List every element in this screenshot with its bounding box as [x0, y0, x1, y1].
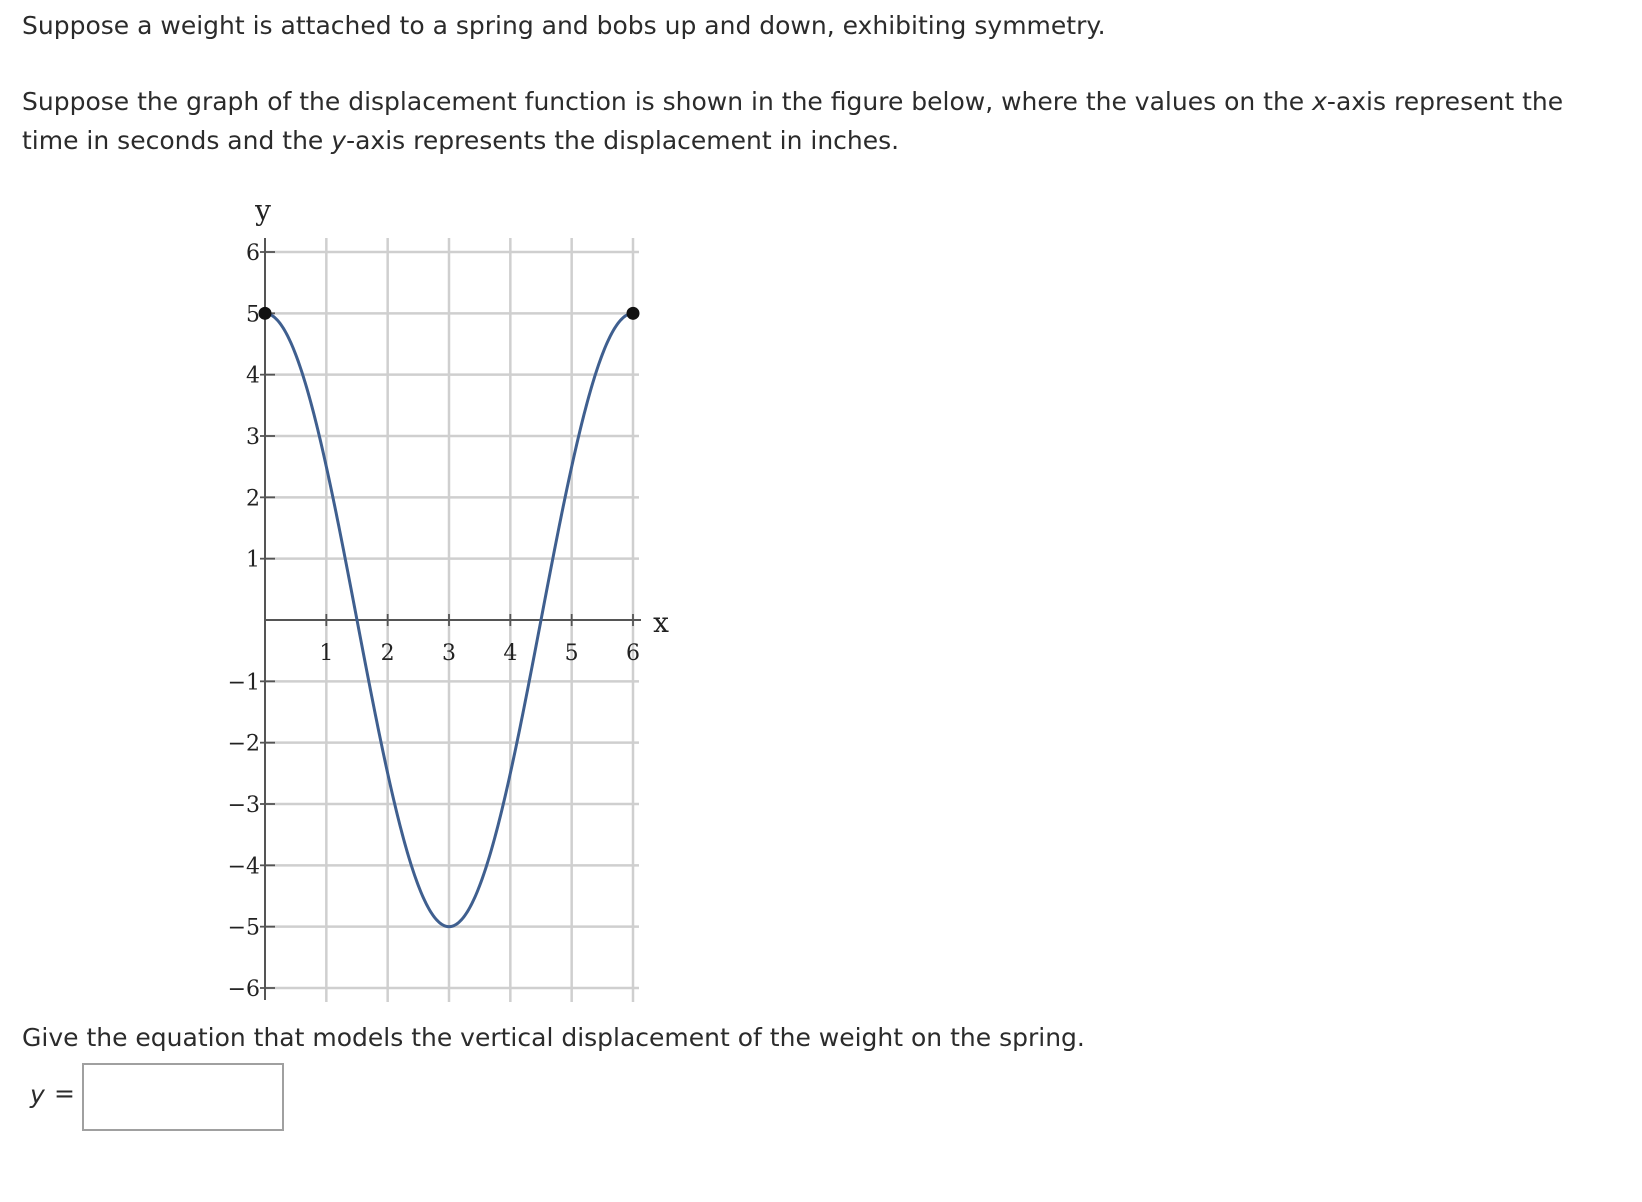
y-tick-label: 1: [246, 547, 260, 573]
question-prompt: [22, 1018, 1085, 1057]
y-tick-label: −5: [227, 915, 260, 941]
y-axis-label: y: [255, 194, 271, 227]
y-tick-label: −1: [227, 670, 260, 696]
answer-variable: y: [30, 1080, 45, 1109]
y-tick-label: −2: [227, 731, 260, 757]
endpoint-marker: [259, 307, 272, 320]
y-tick-label: 2: [246, 486, 260, 512]
description-text-3: time in seconds and the: [22, 126, 332, 155]
y-tick-label: 6: [246, 241, 260, 266]
x-tick-label: 2: [380, 641, 395, 666]
x-axis-label: x: [653, 606, 669, 639]
answer-input[interactable]: [82, 1063, 284, 1131]
x-tick-label: 1: [319, 641, 334, 666]
endpoint-marker: [627, 307, 640, 320]
description-x-var: x: [1312, 87, 1327, 116]
answer-equals-sign: =: [54, 1079, 75, 1108]
chart-axes: [260, 238, 641, 1000]
x-tick-label: 3: [442, 641, 456, 666]
question-intro-text: Suppose a weight is attached to a spring and bobs up and down, exhibiting symmetry.: [22, 11, 1106, 40]
description-text-1: Suppose the graph of the displacement function is shown in the figure below, where the values on the: [22, 87, 1313, 116]
x-tick-label: 6: [626, 641, 640, 666]
y-tick-label: 4: [246, 363, 260, 389]
y-tick-label: −3: [227, 793, 260, 818]
y-tick-label: −6: [227, 977, 260, 1002]
y-tick-label: 3: [246, 425, 260, 450]
y-tick-label: 5: [246, 302, 260, 328]
x-tick-label: 5: [564, 641, 579, 666]
description-text-2: -axis represent the: [1326, 87, 1564, 116]
y-tick-label: −4: [227, 854, 260, 880]
description-text-4: -axis represents the displacement in inches.: [346, 126, 900, 155]
description-y-var: y: [331, 126, 347, 155]
question-prompt-text: Give the equation that models the vertical displacement of the weight on the spring.: [22, 1023, 1085, 1052]
x-tick-label: 4: [503, 641, 518, 666]
